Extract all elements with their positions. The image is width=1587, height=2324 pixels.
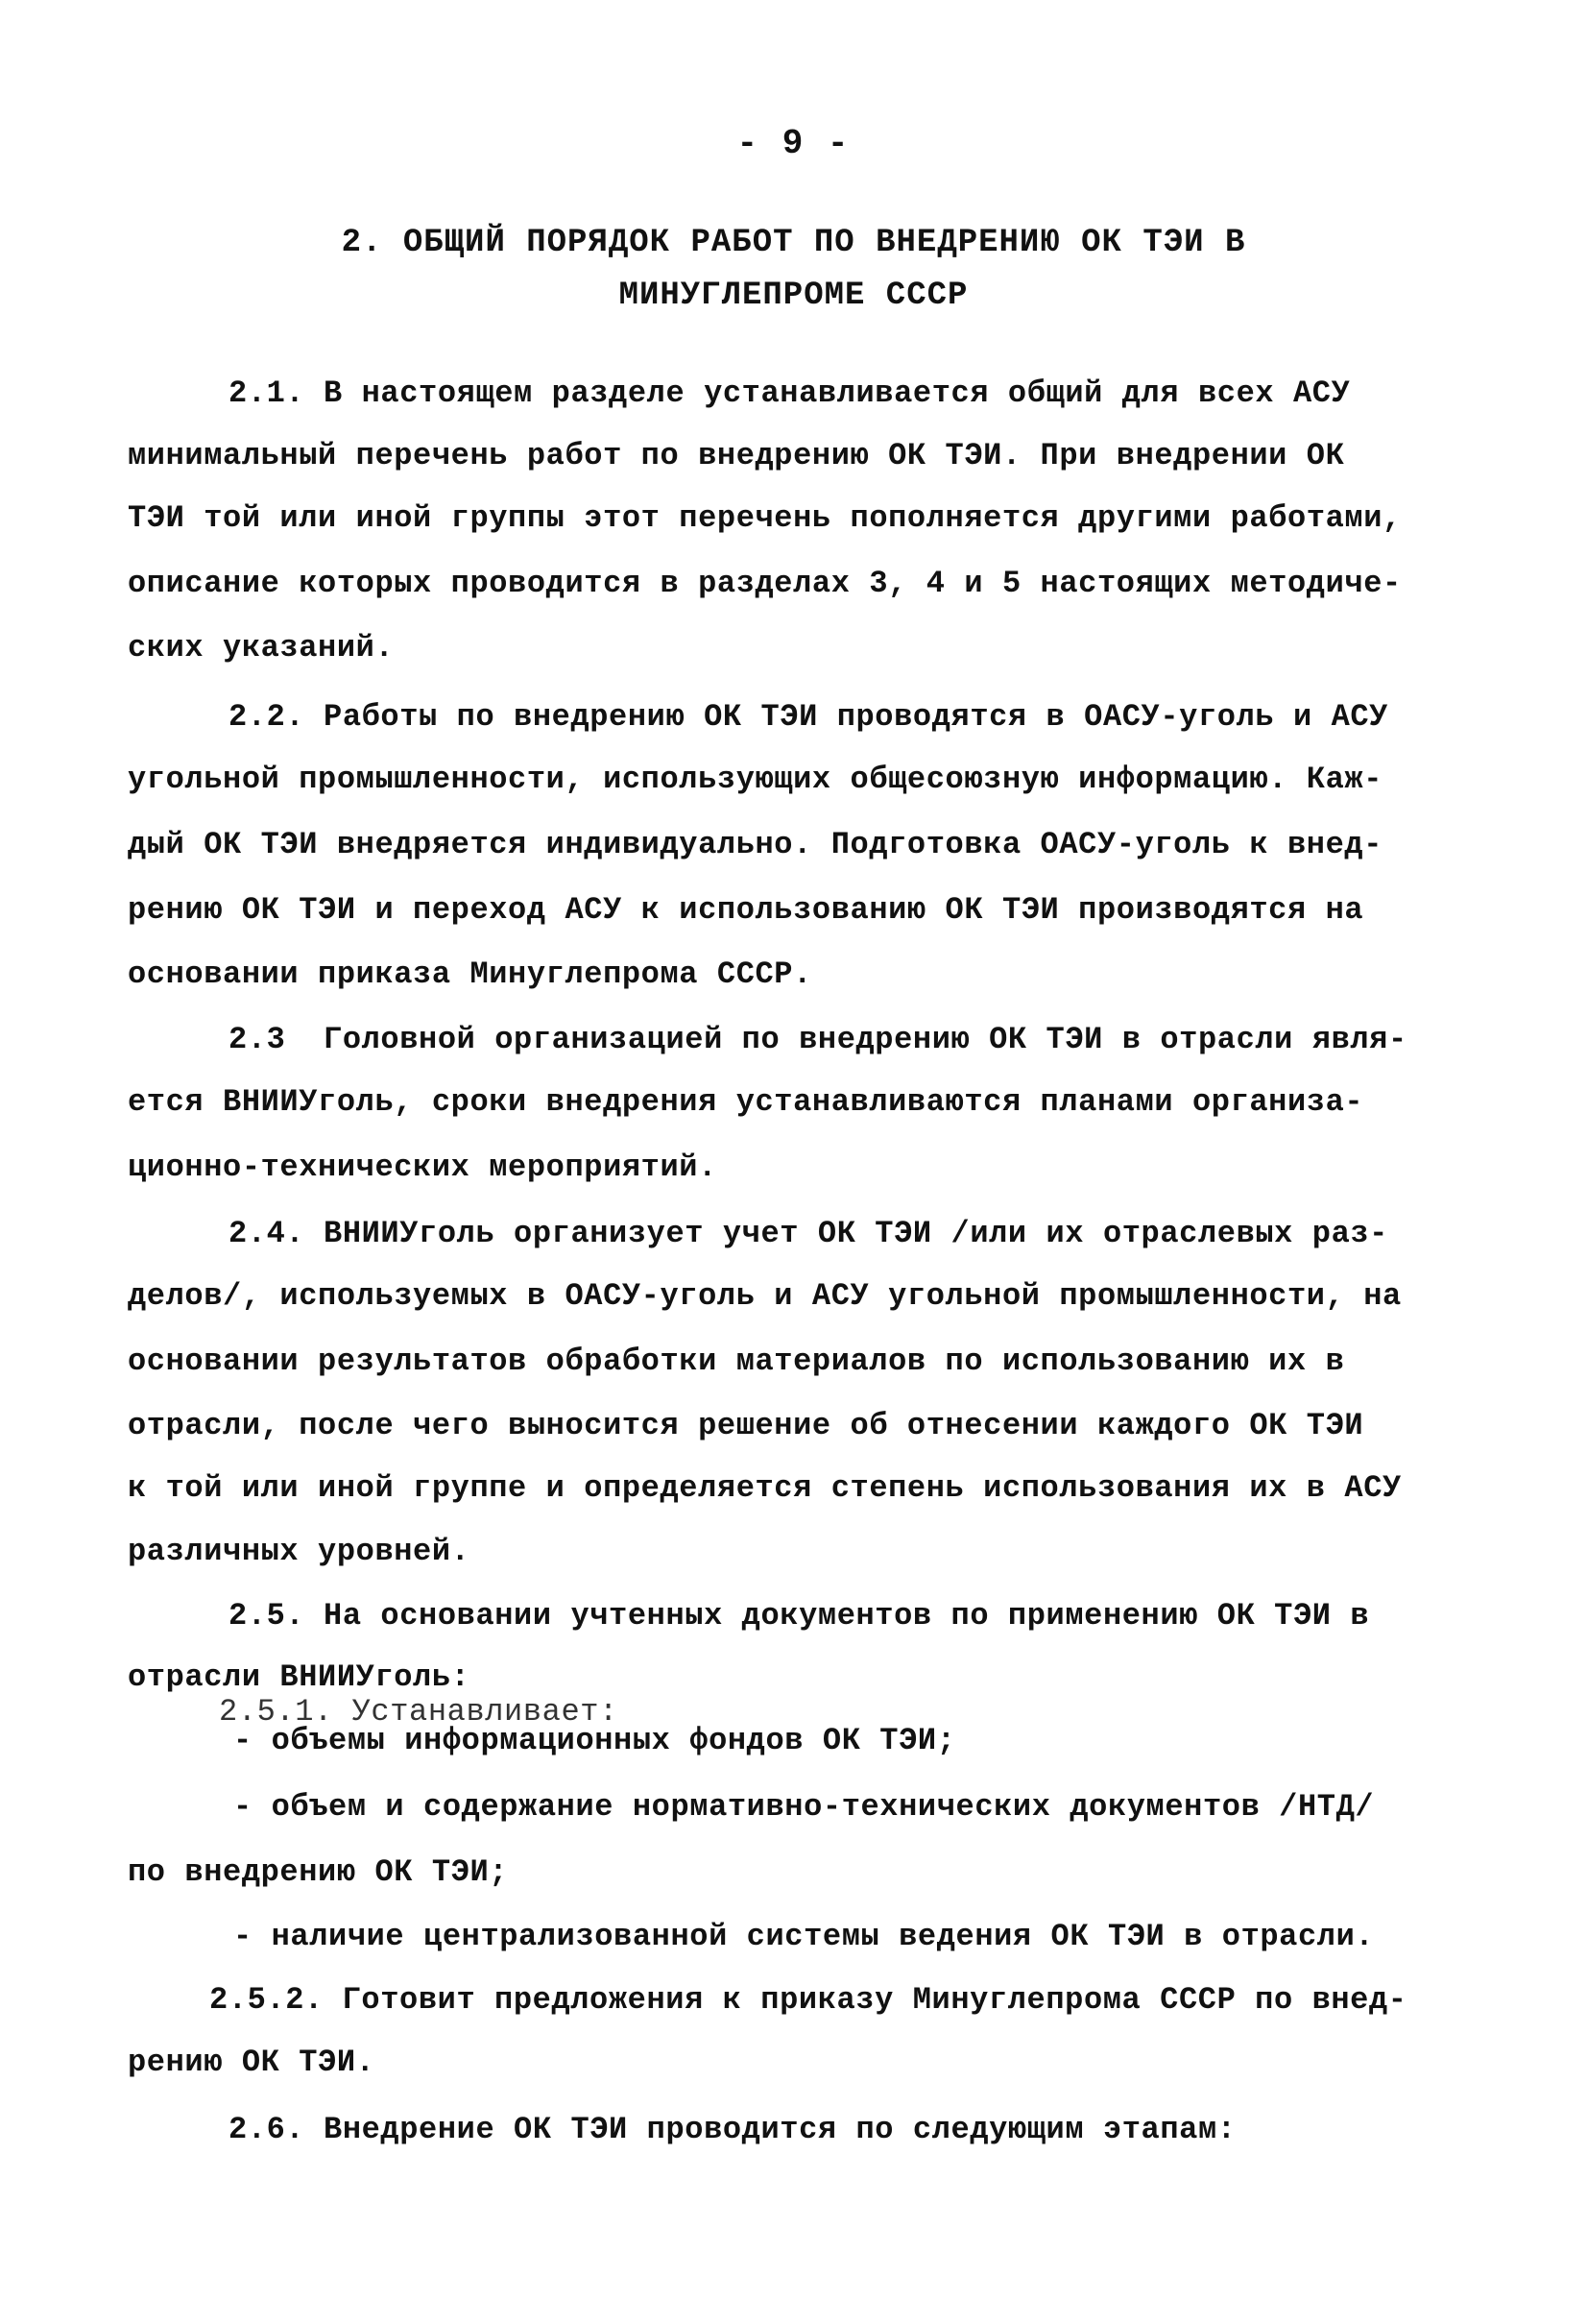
paragraph-2-4-line: к той или иной группе и определяется степень использования их в АСУ bbox=[128, 1470, 1402, 1506]
paragraph-2-6-line: 2.6. Внедрение ОК ТЭИ проводится по следующим этапам: bbox=[228, 2112, 1237, 2147]
paragraph-2-5-line: отрасли ВНИИУголь: bbox=[128, 1659, 470, 1695]
paragraph-2-4-line: различных уровней. bbox=[128, 1534, 470, 1569]
list-item: - наличие централизованной системы ведения ОК ТЭИ в отрасли. bbox=[233, 1919, 1375, 1954]
paragraph-2-4-line: основании результатов обработки материалов по использованию их в bbox=[128, 1344, 1345, 1379]
paragraph-2-5-line: 2.5. На основании учтенных документов по применению ОК ТЭИ в bbox=[228, 1598, 1370, 1634]
paragraph-2-4-line: делов/, используемых в ОАСУ-уголь и АСУ угольной промышленности, на bbox=[128, 1278, 1402, 1314]
list-item: - объем и содержание нормативно-технических документов /НТД/ bbox=[233, 1789, 1375, 1825]
section-heading-line1: 2. ОБЩИЙ ПОРЯДОК РАБОТ ПО ВНЕДРЕНИЮ ОК ТЭИ В bbox=[341, 225, 1246, 261]
subparagraph-2-5-1-title: 2.5.1. Устанавливает: bbox=[219, 1694, 618, 1730]
paragraph-2-1-line: ТЭИ той или иной группы этот перечень пополняется другими работами, bbox=[128, 500, 1402, 536]
paragraph-2-1-line: 2.1. В настоящем разделе устанавливается общий для всех АСУ bbox=[228, 375, 1351, 411]
list-item: по внедрению ОК ТЭИ; bbox=[128, 1854, 509, 1890]
paragraph-2-4-line: 2.4. ВНИИУголь организует учет ОК ТЭИ /или их отраслевых раз- bbox=[228, 1216, 1388, 1251]
section-heading-line2: МИНУГЛЕПРОМЕ СССР bbox=[618, 278, 969, 314]
list-item: - объемы информационных фондов ОК ТЭИ; bbox=[233, 1723, 956, 1758]
paragraph-2-1-line: минимальный перечень работ по внедрению ОК ТЭИ. При внедрении ОК bbox=[128, 438, 1345, 473]
paragraph-2-3-line: ционно-технических мероприятий. bbox=[128, 1150, 717, 1185]
paragraph-2-3-line: ется ВНИИУголь, сроки внедрения устанавливаются планами организа- bbox=[128, 1084, 1364, 1120]
page-number: - 9 - bbox=[736, 124, 851, 163]
paragraph-2-4-line: отрасли, после чего выносится решение об отнесении каждого ОК ТЭИ bbox=[128, 1408, 1364, 1443]
subparagraph-2-5-2-line: рению ОК ТЭИ. bbox=[128, 2045, 375, 2080]
paragraph-2-1-line: ских указаний. bbox=[128, 630, 395, 666]
subparagraph-2-5-2-line: 2.5.2. Готовит предложения к приказу Минуглепрома СССР по внед- bbox=[209, 1982, 1407, 2018]
paragraph-2-2-line: основании приказа Минуглепрома СССР. bbox=[128, 956, 812, 992]
paragraph-2-2-line: 2.2. Работы по внедрению ОК ТЭИ проводятся в ОАСУ-уголь и АСУ bbox=[228, 699, 1388, 735]
paragraph-2-2-line: дый ОК ТЭИ внедряется индивидуально. Подготовка ОАСУ-уголь к внед- bbox=[128, 827, 1383, 862]
paragraph-2-2-line: рению ОК ТЭИ и переход АСУ к использованию ОК ТЭИ производятся на bbox=[128, 892, 1364, 928]
paragraph-2-2-line: угольной промышленности, использующих общесоюзную информацию. Каж- bbox=[128, 762, 1383, 797]
paragraph-2-3-line: 2.3 Головной организацией по внедрению ОК ТЭИ в отрасли явля- bbox=[228, 1022, 1407, 1057]
paragraph-2-1-line: описание которых проводится в разделах 3, 4 и 5 настоящих методиче- bbox=[128, 566, 1402, 601]
